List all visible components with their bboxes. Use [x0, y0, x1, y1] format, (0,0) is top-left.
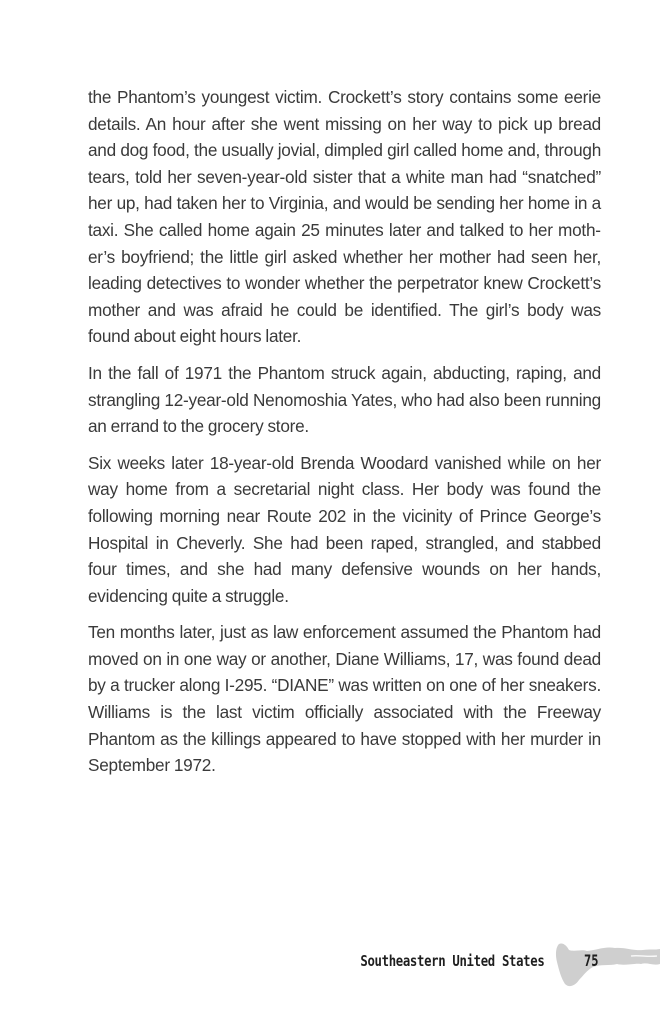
paragraph-williams: Ten months later, just as law enforcement assumed the Phantom had moved on in one way or another, Diane Williams, 17, was found dead by a trucker along I-295. “DIANE” was written on one of her sneakers. Williams is the last victim officially associated with the Freeway Phantom as the killings appeared to have stopped with her murder in September 1972.	[88, 622, 601, 776]
running-head: Southeastern United States	[359, 952, 544, 970]
page-body	[88, 84, 601, 789]
page-footer	[0, 930, 660, 1000]
paragraph-woodard: Six weeks later 18-year-old Brenda Woodard vanished while on her way home from a secretarial night class. Her body was found the following morning near Route 202 in the vicinity of Prince George’s Hospital in Cheverly. She had been raped, strangled, and stabbed four times, and she had many defensive wounds on her hands, evidencing quite a struggle.	[88, 452, 601, 606]
page-number: 75	[584, 951, 599, 970]
paragraph-yates: In the fall of 1971 the Phantom struck again, abducting, raping, and strangling 12-year-old Nenomoshia Yates, who had also been running an errand to the grocery store.	[88, 362, 601, 437]
paragraph-crockett: the Phantom’s youngest victim. Crockett’s story contains some eerie details. An hour after she went missing on her way to pick up bread and dog food, the usually jovial, dimpled girl called home and, through tears, told her seven-year-old sister that a white man had “snatched” her up, had taken her to Virginia, and would be sending her home in a taxi. She called home again 25 minutes later and talked to her mother’s boyfriend; the little girl asked whether her mother had seen her, leading detectives to wonder whether the perpetrator knew Crockett’s mother and was afraid he could be identified. The girl’s body was found about eight hours later.	[88, 87, 601, 347]
region-map-tab-icon	[553, 942, 660, 988]
